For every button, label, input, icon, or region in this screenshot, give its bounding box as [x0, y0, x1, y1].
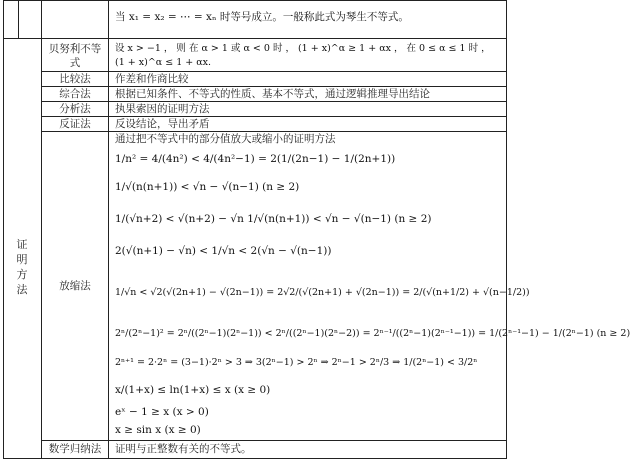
table-border-bottom	[3, 458, 507, 459]
contradiction-label: 反证法	[59, 118, 91, 130]
proof-methods-group-label	[15, 237, 29, 297]
scaling-formula-2: 1/√(n(n+1)) < √n − √(n−1) (n ≥ 2)	[115, 181, 300, 193]
col-divider-a-top	[18, 0, 19, 38]
analysis-content: 执果索因的证明方法	[115, 103, 210, 115]
scaling-formula-6: 2ⁿ/(2ⁿ−1)² = 2ⁿ/((2ⁿ−1)(2ⁿ−1)) < 2ⁿ/((2ⁿ−1)(2ⁿ−2)) = 2ⁿ⁻¹/((2ⁿ−1)(2ⁿ⁻¹−1)) = 1/(2ⁿ⁻¹−1) − 1/(2ⁿ−1) (n ≥ 2)	[115, 328, 630, 339]
col-divider-c	[108, 0, 109, 459]
induction-content: 证明与正整数有关的不等式。	[115, 443, 252, 455]
table-border-top	[3, 0, 507, 1]
synthesis-label: 综合法	[59, 88, 91, 100]
row-line-4	[41, 101, 507, 102]
bernoulli-label-line2: 式	[69, 57, 81, 69]
bernoulli-content-line2: (1 + x)^α ≤ 1 + αx.	[115, 57, 212, 68]
table-border-left	[3, 0, 4, 459]
row-line-7	[41, 440, 507, 441]
inequality-table	[3, 0, 630, 459]
scaling-formula-1: 1/n² = 4/(4n²) < 4/(4n²−1) = 2(1/(2n−1) − 1/(2n+1))	[115, 153, 396, 165]
scaling-intro: 通过把不等式中的部分值放大或缩小的证明方法	[115, 133, 336, 145]
col-divider-b	[41, 0, 42, 459]
synthesis-content: 根据已知条件、不等式的性质、基本不等式，通过逻辑推理导出结论	[115, 88, 430, 100]
contradiction-content: 反设结论，导出矛盾	[115, 118, 210, 130]
comparison-label: 比较法	[59, 73, 91, 85]
equality-note: 当 x₁ = x₂ = ⋯ = xₙ 时等号成立。一般称此式为琴生不等式。	[115, 11, 409, 23]
scaling-formula-7: 2ⁿ⁺¹ = 2·2ⁿ = (3−1)·2ⁿ > 3 ⇒ 3(2ⁿ−1) > 2ⁿ ⇒ 2ⁿ−1 > 2ⁿ/3 ⇒ 1/(2ⁿ−1) < 3/2ⁿ	[115, 357, 478, 368]
group-label-char-3: 方	[16, 268, 28, 281]
analysis-label: 分析法	[59, 103, 91, 115]
scaling-formula-10: x ≥ sin x (x ≥ 0)	[115, 424, 201, 436]
row-line-5	[41, 116, 507, 117]
scaling-formula-5: 1/√n < √2(√(2n+1) − √(2n−1)) = 2√2/(√(2n+1) + √(2n−1)) = 2/(√(n+1/2) + √(n−1/2))	[115, 287, 530, 298]
row-line-2	[41, 71, 507, 72]
group-label-char-4: 法	[16, 283, 28, 296]
table-border-right	[506, 0, 507, 459]
scaling-formula-9: eˣ − 1 ≥ x (x > 0)	[115, 406, 209, 418]
comparison-content: 作差和作商比较	[115, 73, 189, 85]
induction-label: 数学归纳法	[48, 443, 102, 455]
row-line-1	[3, 38, 507, 39]
bernoulli-label-line1: 贝努利不等	[48, 43, 102, 55]
scaling-label: 放缩法	[59, 280, 91, 292]
bernoulli-content-line1: 设 x > −1 ， 则 在 α > 1 或 α < 0 时 ， (1 + x)^α ≥ 1 + αx ， 在 0 ≤ α ≤ 1 时 ，	[115, 43, 491, 54]
scaling-formula-3: 1/(√n+2) < √(n+2) − √n 1/√(n(n+1)) < √n − √(n−1) (n ≥ 2)	[115, 213, 432, 225]
group-label-char-2: 明	[16, 253, 28, 266]
scaling-formula-8: x/(1+x) ≤ ln(1+x) ≤ x (x ≥ 0)	[115, 384, 271, 396]
group-label-char-1: 证	[16, 238, 28, 251]
scaling-formula-4: 2(√(n+1) − √n) < 1/√n < 2(√n − √(n−1))	[115, 245, 332, 257]
